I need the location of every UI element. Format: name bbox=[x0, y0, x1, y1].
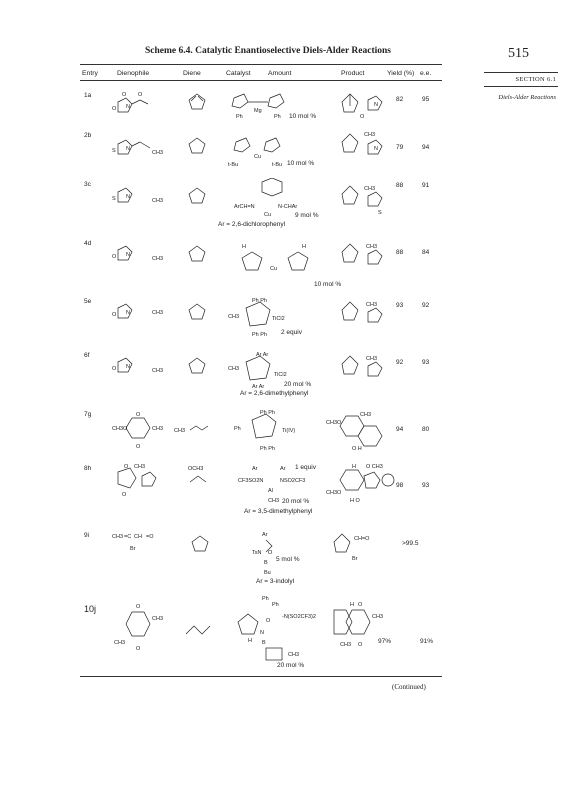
entry-label: 4d bbox=[84, 240, 92, 247]
dienophile-structure bbox=[108, 90, 158, 120]
svg-text:Mg: Mg bbox=[254, 108, 262, 114]
product-structure bbox=[338, 296, 390, 332]
svg-text:N-CHAr: N-CHAr bbox=[278, 204, 298, 210]
svg-text:O: O bbox=[136, 646, 141, 652]
product-structure bbox=[326, 408, 390, 452]
entry-label: 2b bbox=[84, 132, 92, 139]
svg-text:O: O bbox=[136, 444, 141, 450]
svg-text:Ar: Ar bbox=[280, 466, 286, 472]
amount-2: 20 mol % bbox=[282, 498, 310, 505]
ar-definition: Ar = 3,5-dimethylphenyl bbox=[244, 508, 313, 515]
yield: 88 bbox=[396, 249, 404, 256]
svg-text:Ph Ph: Ph Ph bbox=[252, 298, 267, 304]
entry-label: 6f bbox=[84, 352, 90, 359]
svg-text:O: O bbox=[122, 492, 127, 498]
amount: 20 mol % bbox=[284, 381, 312, 388]
cyclopentadiene-icon bbox=[187, 92, 207, 112]
catalyst-structure bbox=[228, 592, 338, 668]
svg-text:Ph: Ph bbox=[234, 426, 241, 432]
svg-text:O: O bbox=[124, 464, 129, 470]
ar-definition: Ar = 2,6-dimethylphenyl bbox=[240, 390, 309, 397]
svg-text:CH3: CH3 bbox=[360, 412, 372, 418]
amount: 10 mol % bbox=[287, 160, 315, 167]
col-diene: Diene bbox=[183, 70, 201, 77]
amount: 20 mol % bbox=[277, 662, 305, 669]
svg-text:N: N bbox=[260, 630, 264, 636]
svg-text:CH3: CH3 bbox=[152, 150, 164, 156]
svg-text:B: B bbox=[264, 560, 268, 566]
svg-text:Ph Ph: Ph Ph bbox=[252, 332, 267, 338]
ee: 94 bbox=[422, 144, 430, 151]
svg-text:CH3: CH3 bbox=[366, 244, 378, 250]
svg-text:=C: =C bbox=[124, 534, 132, 540]
svg-text:ArCH=N: ArCH=N bbox=[234, 204, 255, 210]
table-top-rule bbox=[80, 64, 442, 65]
svg-text:CH3: CH3 bbox=[112, 534, 124, 540]
svg-text:CH3: CH3 bbox=[134, 464, 146, 470]
svg-text:H: H bbox=[350, 602, 354, 608]
col-yield: Yield (%) bbox=[387, 70, 415, 77]
svg-text:t-Bu: t-Bu bbox=[272, 162, 283, 168]
svg-text:CH3: CH3 bbox=[152, 368, 164, 374]
ar-definition: Ar = 2,6-dichlorophenyl bbox=[218, 221, 286, 228]
continued-label: (Continued) bbox=[392, 683, 426, 691]
yield: 79 bbox=[396, 144, 404, 151]
amount: 2 equiv bbox=[281, 329, 302, 336]
col-amount: Amount bbox=[268, 70, 292, 77]
svg-text:CH3: CH3 bbox=[366, 302, 378, 308]
yield: 82 bbox=[396, 96, 404, 103]
dienophile-structure bbox=[112, 530, 172, 554]
ar-definition: Ar = 3-indolyl bbox=[256, 578, 295, 585]
cyclopentadiene-icon bbox=[190, 534, 210, 554]
catalyst-structure bbox=[226, 88, 296, 122]
product-structure bbox=[338, 238, 390, 274]
col-dienophile: Dienophile bbox=[117, 70, 150, 77]
svg-text:H: H bbox=[352, 464, 356, 470]
svg-text:Ph Ph: Ph Ph bbox=[260, 446, 275, 452]
svg-text:Cu: Cu bbox=[270, 266, 278, 272]
svg-text:CH3: CH3 bbox=[372, 614, 384, 620]
svg-text:=O: =O bbox=[146, 534, 154, 540]
svg-text:CH3: CH3 bbox=[152, 310, 164, 316]
entry-label: 5e bbox=[84, 298, 92, 305]
entry-label: 9i bbox=[84, 532, 90, 539]
yield: 94 bbox=[396, 426, 404, 433]
dienophile-structure bbox=[108, 350, 168, 380]
svg-text:N: N bbox=[126, 252, 130, 258]
product-structure bbox=[338, 88, 388, 122]
svg-text:S: S bbox=[112, 196, 116, 202]
svg-text:NSO2CF3: NSO2CF3 bbox=[280, 478, 306, 484]
svg-text:Ar Ar: Ar Ar bbox=[252, 384, 265, 390]
svg-text:O: O bbox=[112, 312, 117, 318]
cyclopentadiene-icon bbox=[187, 302, 207, 322]
product-structure bbox=[338, 180, 390, 216]
svg-text:CH3O: CH3O bbox=[112, 426, 128, 432]
svg-text:O H: O H bbox=[352, 446, 362, 452]
table-bottom-rule bbox=[80, 676, 442, 677]
ee: 95 bbox=[422, 96, 430, 103]
ee: 91% bbox=[420, 638, 434, 645]
svg-text:Ti(IV): Ti(IV) bbox=[282, 428, 296, 434]
svg-text:B: B bbox=[262, 640, 266, 646]
svg-text:Al: Al bbox=[268, 488, 273, 494]
svg-text:CH3: CH3 bbox=[152, 198, 164, 204]
svg-text:O: O bbox=[266, 618, 271, 624]
svg-text:CH3: CH3 bbox=[228, 314, 240, 320]
svg-text:Br: Br bbox=[130, 546, 136, 552]
ee: 80 bbox=[422, 426, 430, 433]
svg-text:CH3: CH3 bbox=[174, 428, 186, 434]
svg-text:Ph Ph: Ph Ph bbox=[260, 410, 275, 416]
dienophile-structure bbox=[108, 132, 168, 162]
svg-text:Bu: Bu bbox=[264, 570, 271, 576]
svg-text:Cu: Cu bbox=[254, 154, 262, 160]
svg-text:CH3: CH3 bbox=[288, 652, 300, 658]
svg-text:TiCl2: TiCl2 bbox=[272, 316, 285, 322]
ee: 93 bbox=[422, 482, 430, 489]
svg-text:Ph: Ph bbox=[272, 602, 279, 608]
svg-text:N: N bbox=[126, 364, 130, 370]
svg-text:CH3: CH3 bbox=[364, 132, 376, 138]
svg-text:CH3O: CH3O bbox=[326, 420, 342, 426]
product-structure bbox=[330, 528, 382, 564]
svg-text:O: O bbox=[112, 366, 117, 372]
section-label: SECTION 6.1 bbox=[515, 76, 556, 83]
svg-text:S: S bbox=[378, 210, 382, 216]
product-structure bbox=[338, 350, 390, 386]
ee: 92 bbox=[422, 302, 430, 309]
entry-label: 1a bbox=[84, 92, 92, 99]
amount: 10 mol % bbox=[289, 113, 317, 120]
cyclopentadiene-icon bbox=[187, 356, 207, 376]
svg-text:Ar: Ar bbox=[252, 466, 258, 472]
yield: 92 bbox=[396, 359, 404, 366]
catalyst-structure bbox=[226, 132, 296, 168]
product-structure bbox=[326, 460, 396, 504]
svg-text:CH=O: CH=O bbox=[354, 536, 370, 542]
amount: 9 mol % bbox=[295, 212, 319, 219]
svg-text:CH3: CH3 bbox=[228, 366, 240, 372]
svg-text:H: H bbox=[302, 244, 306, 250]
svg-text:S: S bbox=[112, 148, 116, 154]
entry-label: 7g bbox=[84, 411, 92, 418]
svg-text:O: O bbox=[112, 254, 117, 260]
svg-text:O: O bbox=[122, 92, 127, 98]
svg-text:O: O bbox=[268, 550, 273, 556]
col-ee: e.e. bbox=[420, 70, 432, 77]
svg-text:Ph: Ph bbox=[274, 114, 281, 120]
svg-text:Ar: Ar bbox=[262, 532, 268, 538]
svg-text:O: O bbox=[358, 642, 363, 648]
svg-text:TsN: TsN bbox=[252, 550, 262, 556]
dienophile-structure bbox=[108, 462, 168, 498]
col-product: Product bbox=[341, 70, 365, 77]
svg-text:N: N bbox=[126, 104, 130, 110]
ee: 91 bbox=[422, 182, 430, 189]
svg-text:H: H bbox=[248, 638, 252, 644]
product-structure bbox=[332, 596, 402, 658]
svg-text:N: N bbox=[126, 194, 130, 200]
svg-text:CH3: CH3 bbox=[152, 616, 164, 622]
catalyst-structure bbox=[232, 238, 322, 280]
svg-text:O: O bbox=[138, 92, 143, 98]
yield: 98 bbox=[396, 482, 404, 489]
page-number: 515 bbox=[508, 46, 529, 61]
section-rule-2 bbox=[484, 86, 558, 87]
svg-text:CH3: CH3 bbox=[114, 640, 126, 646]
yield: 88 bbox=[396, 182, 404, 189]
section-title: Diels-Alder Reactions bbox=[498, 94, 556, 101]
ee: >99.5 bbox=[402, 540, 419, 547]
svg-text:O: O bbox=[358, 602, 363, 608]
entry-label: 8h bbox=[84, 465, 92, 472]
svg-text:O: O bbox=[360, 114, 365, 120]
svg-text:H: H bbox=[242, 244, 246, 250]
diene-structure bbox=[184, 620, 224, 640]
table-header-rule bbox=[80, 80, 442, 81]
svg-text:CH3O: CH3O bbox=[326, 490, 342, 496]
scheme-title: Scheme 6.4. Catalytic Enantioselective Diels-Alder Reactions bbox=[145, 46, 391, 56]
section-rule bbox=[484, 72, 558, 73]
svg-text:O: O bbox=[112, 106, 117, 112]
svg-text:N: N bbox=[374, 146, 378, 152]
svg-text:CH3: CH3 bbox=[366, 356, 378, 362]
diene-structure bbox=[174, 420, 214, 440]
catalyst-structure bbox=[232, 408, 302, 452]
svg-text:CF3SO2N: CF3SO2N bbox=[238, 478, 264, 484]
cyclopentadiene-icon bbox=[187, 244, 207, 264]
svg-text:O: O bbox=[136, 604, 141, 610]
svg-text:N: N bbox=[374, 102, 378, 108]
dienophile-structure bbox=[108, 238, 168, 268]
amount: 1 equiv bbox=[295, 464, 316, 471]
dienophile-structure bbox=[108, 296, 168, 326]
amount: 10 mol % bbox=[314, 281, 342, 288]
amount: 5 mol % bbox=[276, 556, 300, 563]
svg-text:CH3: CH3 bbox=[152, 426, 164, 432]
svg-text:t-Bu: t-Bu bbox=[228, 162, 239, 168]
svg-text:CH3: CH3 bbox=[152, 256, 164, 262]
svg-text:C: C bbox=[134, 534, 138, 540]
col-catalyst: Catalyst bbox=[226, 70, 251, 77]
svg-text:CH3: CH3 bbox=[268, 498, 280, 502]
ee: 84 bbox=[422, 249, 430, 256]
svg-text:O CH3: O CH3 bbox=[366, 464, 383, 470]
svg-text:CH3: CH3 bbox=[340, 642, 352, 648]
catalyst-structure bbox=[252, 528, 312, 582]
yield: 93 bbox=[396, 302, 404, 309]
product-structure bbox=[338, 128, 390, 164]
svg-text:N: N bbox=[126, 310, 130, 316]
svg-text:-N(SO2CF3)2: -N(SO2CF3)2 bbox=[282, 614, 316, 620]
svg-text:OCH3: OCH3 bbox=[188, 466, 204, 472]
svg-text:H O: H O bbox=[350, 498, 360, 504]
entry-label: 3c bbox=[84, 181, 91, 188]
svg-text:Br: Br bbox=[352, 556, 358, 562]
svg-text:Cu: Cu bbox=[264, 212, 272, 218]
svg-text:H: H bbox=[138, 534, 142, 540]
entry-label: 10j bbox=[84, 604, 97, 614]
svg-text:Ph: Ph bbox=[236, 114, 243, 120]
ee: 93 bbox=[422, 359, 430, 366]
svg-text:Ar Ar: Ar Ar bbox=[256, 352, 269, 358]
diene-structure bbox=[182, 462, 222, 492]
svg-text:TiCl2: TiCl2 bbox=[274, 372, 287, 378]
dienophile-structure bbox=[112, 410, 172, 454]
dienophile-structure bbox=[112, 598, 172, 660]
svg-text:N: N bbox=[126, 146, 130, 152]
svg-text:Ph: Ph bbox=[262, 596, 269, 602]
svg-text:CH3: CH3 bbox=[364, 186, 376, 192]
svg-text:O: O bbox=[136, 412, 141, 418]
cyclopentadiene-icon bbox=[187, 186, 207, 206]
dienophile-structure bbox=[108, 180, 168, 210]
cyclopentadiene-icon bbox=[187, 136, 207, 156]
yield: 97% bbox=[378, 638, 392, 645]
col-entry: Entry bbox=[82, 70, 98, 77]
